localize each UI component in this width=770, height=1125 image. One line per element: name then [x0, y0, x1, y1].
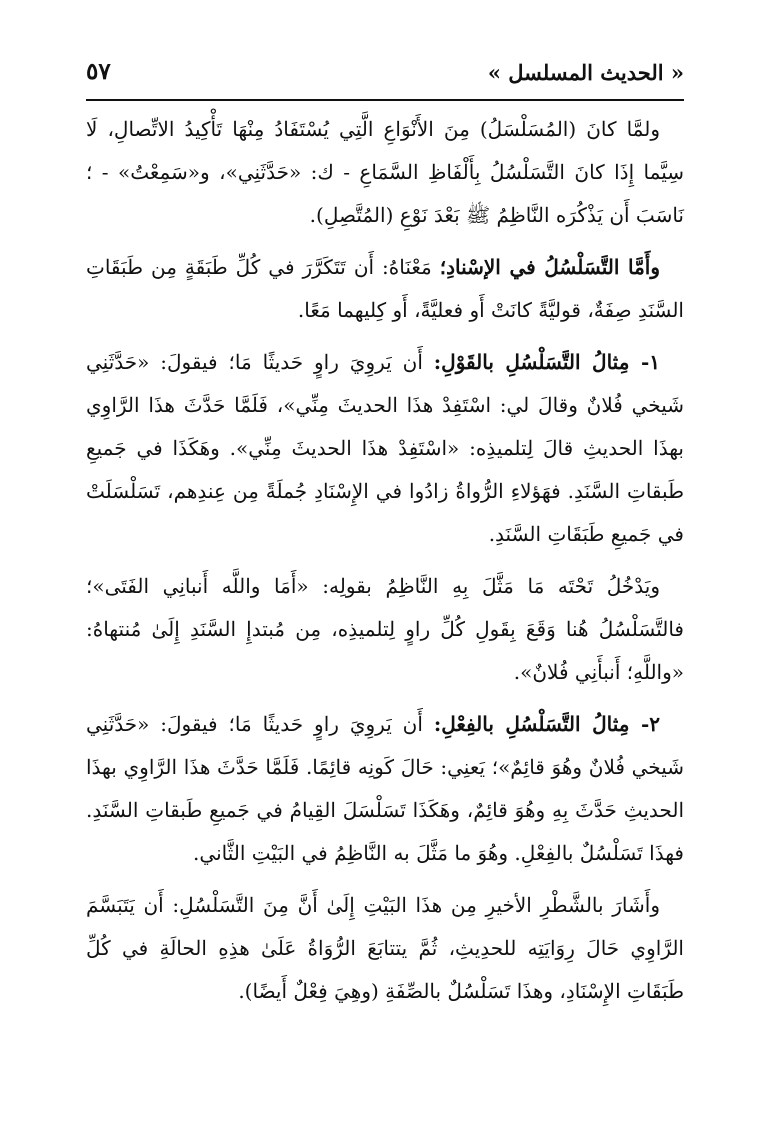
paragraph-6: [86, 884, 684, 1013]
header-rule: [86, 99, 684, 101]
paragraph-5: [86, 703, 684, 875]
paragraph-3-lead: ١- مِثالُ التَّسَلْسُلِ بالقَوْلِ:: [433, 350, 660, 374]
paragraph-3: [86, 341, 684, 556]
paragraph-2-lead: وأَمَّا التَّسَلْسُلُ في الإسْنادِ؛: [439, 255, 661, 279]
paragraph-2-text: مَعْنَاهُ: أَن تَتَكَرَّرَ في كُلِّ طَبَقَةٍ مِن طَبَقَاتِ السَّنَدِ صِفَةٌ، قوليَّةً كانَتْ أَو فعليَّةً، أَو كِليهما مَعًا.: [86, 255, 684, 322]
paragraph-4-text: ويَدْخُلُ تَحْتَه مَا مَثَّلَ بِهِ النَّاظِمُ بقولِه: «أَمَا واللَّه أَنبانِي الفَتَى»؛ فالتَّسَلْسُلُ هُنا وَقَعَ بِقَولِ كُلِّ راوٍ لِتلميذِه، مِن مُبتدإِ السَّنَدِ إِلَىٰ مُنتهاهُ: «واللَّهِ؛ أَنبأَنِي فُلانٌ».: [86, 574, 684, 684]
paragraph-6-text: وأَشَارَ بالشَّطْرِ الأخيرِ مِن هذَا البَيْتِ إِلَىٰ أَنَّ مِنَ التَّسَلْسُلِ: أَن يَتَبَسَّمَ الرَّاوِي حَالَ رِوَايَتِه للحدِيثِ، ثُمَّ يتتابَعَ الرُّوَاةُ عَلَىٰ هذِهِ الحالَةِ في كُلِّ طَبَقَاتِ الإِسْنَادِ، وهذَا تَسَلْسُلٌ بالصِّفَةِ (وهِيَ فِعْلٌ أَيضًا).: [86, 893, 684, 1003]
body-text: [86, 108, 684, 1085]
paragraph-4: [86, 565, 684, 694]
page-number: ٥٧: [86, 58, 111, 85]
paragraph-1: [86, 108, 684, 237]
paragraph-3-text: أَن يَروِيَ راوٍ حَديثًا مَا؛ فيقولَ: «حَدَّثَنِي شَيخي فُلانٌ وقالَ لي: اسْتَفِدْ هذَا الحديثَ مِنِّي»، فَلَمَّا حَدَّثَ هذَا الرَّاوِي بهذَا الحديثِ قالَ لِتلميذِه: «اسْتَفِدْ هذَا الحديثَ مِنِّي». وهَكَذَا في جَميعِ طَبقاتِ السَّنَدِ. فهَؤلاءِ الرُّواةُ زادُوا في الإِسْنَادِ جُملَةً مِن عِندِهم، تَسَلْسَلَتْ في جَميعِ طَبَقَاتِ السَّنَدِ.: [86, 350, 684, 546]
paragraph-2: [86, 246, 684, 332]
paragraph-1-text: ولمَّا كانَ (المُسَلْسَلُ) مِنَ الأَنْوَاعِ الَّتِي يُسْتَفَادُ مِنْهَا تَأْكِيدُ الاتِّصالِ، لَا سِيَّما إِذَا كانَ التَّسَلْسُلُ بِأَلْفَاظِ السَّمَاعِ - ك: «حَدَّثَنِي»، و«سَمِعْتُ» - ؛ نَاسَبَ أَن يَذْكُرَه النَّاظِمُ ﷺ بَعْدَ نَوْعِ (المُتَّصِلِ).: [86, 117, 684, 227]
page-header: [86, 58, 684, 94]
paragraph-5-lead: ٢- مِثالُ التَّسَلْسُلِ بالفِعْلِ:: [433, 712, 661, 736]
running-title: « الحديث المسلسل »: [487, 60, 684, 85]
paragraph-5-text: أَن يَروِيَ راوٍ حَديثًا مَا؛ فيقولَ: «حَدَّثَنِي شَيخي فُلانٌ وهُوَ قائِمٌ»؛ يَعنِي: حَالَ كَونِه قائِمًا. فَلَمَّا حَدَّثَ هذَا الرَّاوِي بهذَا الحديثِ حَدَّثَ بِهِ وهُوَ قائِمٌ، وهَكَذَا تَسَلْسَلَ القِيامُ في جَميعِ طَبقاتِ السَّنَدِ. فهذَا تَسَلْسُلٌ بالفِعْلِ. وهُوَ ما مَثَّلَ به النَّاظِمُ في البَيْتِ الثَّاني.: [86, 712, 684, 865]
